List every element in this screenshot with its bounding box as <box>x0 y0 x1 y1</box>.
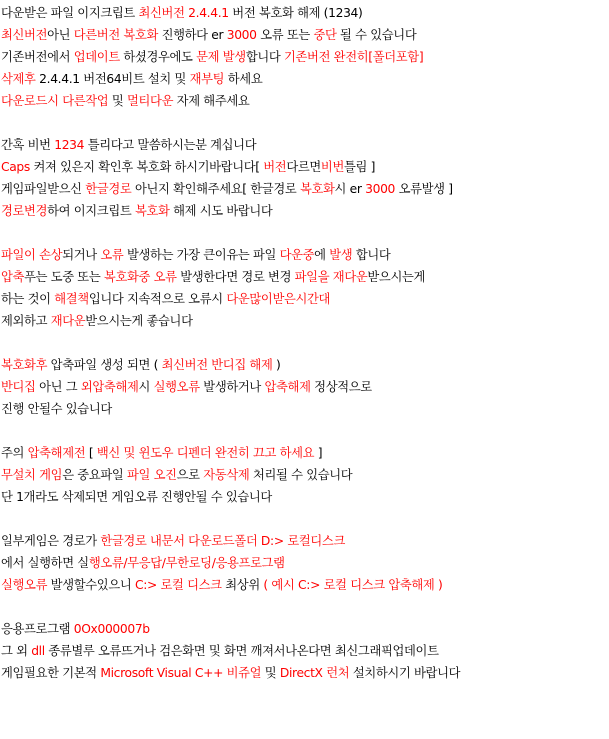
highlighted-text: C:> 로컬 디스크 <box>134 578 222 592</box>
highlighted-text: 경로변경 <box>1 204 48 218</box>
body-text: 버전 복호화 해제 (1234) <box>228 6 363 20</box>
body-text: 푸는 도중 또는 <box>24 270 104 284</box>
body-text: 발생할수있으니 <box>47 578 135 592</box>
body-text: 제외하고 <box>1 314 51 328</box>
highlighted-text: ( 예시 C:> 로컬 디스크 압축해제 ) <box>263 578 443 592</box>
body-text: ] <box>314 446 323 460</box>
text-line <box>1 310 609 332</box>
highlighted-text: 최신버전 반디집 해제 <box>161 358 273 372</box>
text-line <box>1 552 609 574</box>
body-text: 틀림 ] <box>343 160 376 174</box>
highlighted-text: 백신 및 윈도우 디펜더 완전히 끄고 하세요 <box>96 446 315 460</box>
highlighted-text: 최신버전 <box>1 28 48 42</box>
text-line <box>1 244 609 266</box>
body-text: 기존버전에서 <box>1 50 74 64</box>
highlighted-text: 해결책 <box>54 292 89 306</box>
body-text: 응용프로그램 <box>1 622 74 636</box>
body-text: 하여 이지크립트 <box>47 204 135 218</box>
highlighted-text: 문제 발생 <box>196 50 246 64</box>
text-line <box>1 200 609 222</box>
body-text: 합니다 <box>245 50 284 64</box>
body-text: 발생하는 가장 큰이유는 파일 <box>123 248 280 262</box>
highlighted-text: 복호화후 <box>1 358 48 372</box>
body-text: 합니다 <box>352 248 391 262</box>
body-text: 진행 안될수 있습니다 <box>1 402 112 416</box>
highlighted-text: 버전 <box>263 160 287 174</box>
highlighted-text: 3000 <box>226 28 257 42</box>
highlighted-text: 실행오류 <box>1 578 48 592</box>
highlighted-text: 다른버전 복호화 <box>73 28 159 42</box>
highlighted-text: 재부팅 <box>189 72 225 86</box>
body-text: 간혹 비번 <box>1 138 55 152</box>
highlighted-text: 다운로드시 다른작업 <box>1 94 109 108</box>
body-text: 및 <box>108 94 127 108</box>
blank-line <box>1 222 609 244</box>
text-line <box>1 288 609 310</box>
body-text: 주의 <box>1 446 28 460</box>
highlighted-text: 압축 <box>1 270 25 284</box>
highlighted-text: Caps <box>1 160 30 174</box>
body-text: 종류별루 오류뜨거나 검은화면 및 화면 깨져서나온다면 최신그래픽업데이트 <box>44 644 439 658</box>
text-line <box>1 90 609 112</box>
body-text: [ <box>85 446 97 460</box>
highlighted-text: 삭제후 <box>1 72 40 86</box>
blank-line <box>1 112 609 134</box>
highlighted-text: DirectX 런처 <box>279 666 350 680</box>
blank-line <box>1 508 609 530</box>
body-text: 게임파일받으신 <box>1 182 86 196</box>
body-text: ) <box>272 358 281 372</box>
body-text: 하셨경우에도 <box>119 50 197 64</box>
highlighted-text: 기존버전 완전히[폴더포함] <box>284 50 424 64</box>
body-text: 시 er <box>334 182 366 196</box>
highlighted-text: 압축해제 <box>264 380 311 394</box>
text-line <box>1 2 609 24</box>
highlighted-text: 3000 <box>365 182 396 196</box>
body-text: 단 1개라도 삭제되면 게임오류 진행안될 수 있습니다 <box>1 490 272 504</box>
body-text: 2.4.4.1 버전64비트 설치 및 <box>39 72 190 86</box>
body-text: 그 외 <box>1 644 32 658</box>
highlighted-text: 최신버전 2.4.4.1 <box>138 6 229 20</box>
body-text: 발생하거나 <box>199 380 265 394</box>
body-text: 은 중요파일 <box>62 468 127 482</box>
highlighted-text: dll <box>31 644 45 658</box>
body-text: 처리될 수 있습니다 <box>249 468 353 482</box>
highlighted-text: 복호화 <box>299 182 335 196</box>
highlighted-text: 다운많이받은시간대 <box>226 292 331 306</box>
highlighted-text: 실행오류 <box>153 380 200 394</box>
body-text: 발생한다면 경로 변경 <box>176 270 295 284</box>
text-line <box>1 46 609 68</box>
highlighted-text: 파일이 손상 <box>1 248 63 262</box>
body-text: 에서 실행하면 실 <box>1 556 89 570</box>
highlighted-text: 자동삭제 <box>203 468 250 482</box>
text-line <box>1 134 609 156</box>
highlighted-text: 다운중 <box>279 248 315 262</box>
blank-line <box>1 420 609 442</box>
highlighted-text: 중단 <box>313 28 337 42</box>
text-line <box>1 398 609 420</box>
body-text: 및 <box>261 666 280 680</box>
text-line <box>1 662 609 684</box>
highlighted-text: 행오류/무응답/무한로딩/응용프로그램 <box>88 556 285 570</box>
text-line <box>1 640 609 662</box>
text-line <box>1 24 609 46</box>
highlighted-text: 복호화중 오류 <box>103 270 177 284</box>
body-text: 오류발생 ] <box>395 182 453 196</box>
body-text: 아닌 그 <box>35 380 81 394</box>
text-line <box>1 530 609 552</box>
text-line <box>1 68 609 90</box>
text-line <box>1 464 609 486</box>
highlighted-text: 0Ox000007b <box>73 622 150 636</box>
body-text: 게임필요한 기본적 <box>1 666 101 680</box>
text-line <box>1 178 609 200</box>
body-text: 에 <box>314 248 330 262</box>
highlighted-text: Microsoft Visual C++ 비쥬얼 <box>100 666 262 680</box>
highlighted-text: 재다운 <box>50 314 86 328</box>
body-text: 정상적으로 <box>310 380 372 394</box>
blank-line <box>1 596 609 618</box>
body-text: 최상위 <box>221 578 264 592</box>
body-text: 해제 시도 바랍니다 <box>169 204 273 218</box>
highlighted-text: 파일 오진 <box>126 468 177 482</box>
highlighted-text: 복호화 <box>134 204 170 218</box>
body-text: 되거나 <box>62 248 101 262</box>
body-text: 일부게임은 경로가 <box>1 534 101 548</box>
highlighted-text: 한글경로 내문서 다운로드폴더 D:> 로컬디스크 <box>100 534 345 548</box>
body-text: 켜져 있은지 확인후 복호화 하시기바랍니다[ <box>29 160 264 174</box>
text-line <box>1 156 609 178</box>
highlighted-text: 비번 <box>320 160 344 174</box>
body-text: 받으시는게 <box>367 270 426 284</box>
body-text: 입니다 지속적으로 오류시 <box>88 292 227 306</box>
text-line <box>1 618 609 640</box>
body-text: 다운받은 파일 이지크립트 <box>1 6 139 20</box>
highlighted-text: 압축해제전 <box>27 446 86 460</box>
highlighted-text: 반디집 <box>1 380 36 394</box>
text-line <box>1 442 609 464</box>
body-text: 압축파일 생성 되면 ( <box>47 358 162 372</box>
highlighted-text: 발생 <box>329 248 353 262</box>
highlighted-text: 멀티다운 <box>126 94 174 108</box>
body-text: 받으시는게 좋습니다 <box>85 314 193 328</box>
body-text: 하는 것이 <box>1 292 55 306</box>
highlighted-text: 무설치 게임 <box>1 468 63 482</box>
text-line <box>1 574 609 596</box>
body-text: 하세요 <box>224 72 263 86</box>
text-line <box>1 354 609 376</box>
body-text: 다르면 <box>286 160 321 174</box>
highlighted-text: 외압축해제 <box>80 380 139 394</box>
highlighted-text: 파일을 재다운 <box>294 270 368 284</box>
blank-line <box>1 332 609 354</box>
text-line <box>1 266 609 288</box>
body-text: 시 <box>138 380 154 394</box>
text-line <box>1 376 609 398</box>
body-text: 진행하다 er <box>158 28 227 42</box>
body-text: 틀리다고 말씀하시는분 계십니다 <box>84 138 257 152</box>
body-text: 설치하시기 바랍니다 <box>349 666 461 680</box>
highlighted-text: 오류 <box>100 248 124 262</box>
body-text: 자제 해주세요 <box>173 94 250 108</box>
body-text: 오류 또는 <box>256 28 314 42</box>
highlighted-text: 업데이트 <box>73 50 120 64</box>
highlighted-text: 1234 <box>54 138 85 152</box>
body-text: 으로 <box>176 468 204 482</box>
body-text: 아닌 <box>47 28 74 42</box>
body-text: 될 수 있습니다 <box>336 28 417 42</box>
body-text: 아닌지 확인해주세요[ 한글경로 <box>131 182 300 196</box>
highlighted-text: 한글경로 <box>85 182 132 196</box>
text-line <box>1 486 609 508</box>
